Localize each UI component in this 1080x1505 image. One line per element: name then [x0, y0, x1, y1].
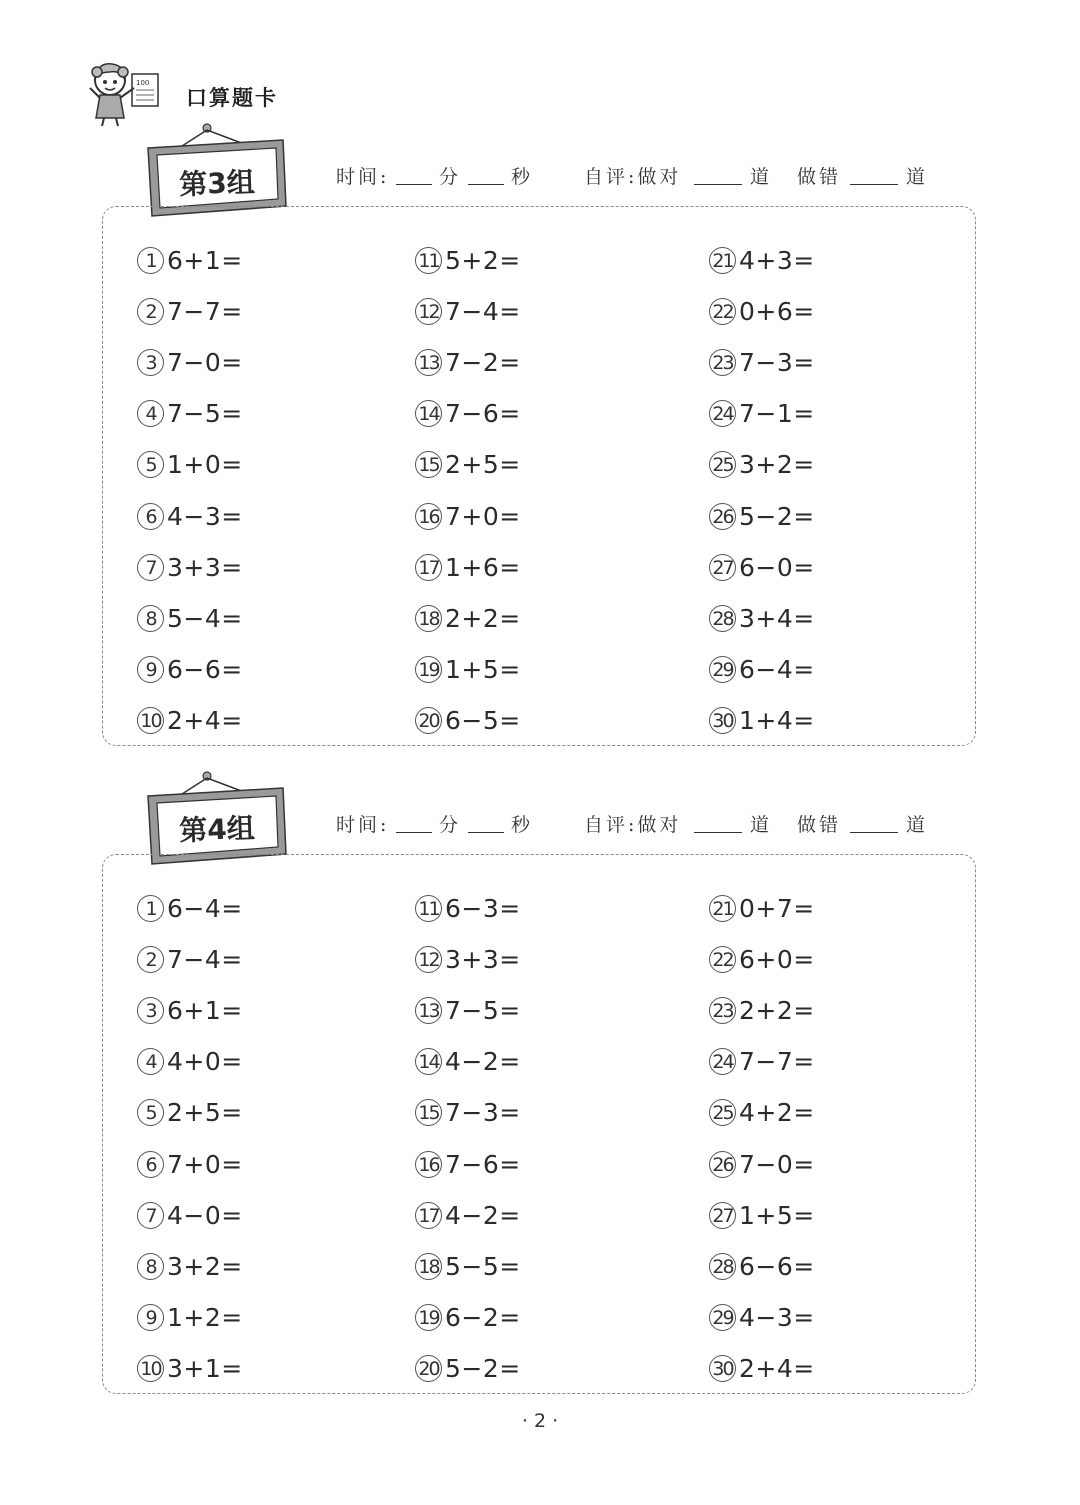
problem-expression: 4+0=: [167, 1047, 243, 1077]
time-label: 时间:: [336, 814, 390, 836]
problem-number: 7: [137, 1202, 164, 1229]
problem-expression: 3+3=: [167, 552, 243, 582]
problem-item: [137, 644, 397, 695]
correct-count-blank[interactable]: [694, 812, 742, 833]
problem-number: 8: [137, 1253, 164, 1280]
problem-number: 16: [415, 503, 442, 530]
problem-number: 20: [415, 1355, 442, 1382]
problem-column-2: [415, 883, 675, 1394]
problem-item: [709, 542, 969, 593]
group-title: 第3组: [178, 165, 256, 202]
problem-expression: 1+5=: [739, 1200, 815, 1230]
problem-expression: 2+5=: [167, 1098, 243, 1128]
problem-expression: 4−0=: [167, 1200, 243, 1230]
problem-item: [709, 235, 969, 286]
problem-expression: 7−3=: [445, 1098, 521, 1128]
problem-item: [137, 286, 397, 337]
problem-number: 3: [137, 997, 164, 1024]
problem-item: [415, 695, 675, 746]
problem-expression: 1+0=: [167, 450, 243, 480]
problem-item: [137, 1138, 397, 1189]
problem-number: 30: [709, 707, 736, 734]
problem-item: [415, 490, 675, 541]
problem-expression: 6+0=: [739, 945, 815, 975]
problem-item: [709, 1292, 969, 1343]
problem-number: 25: [709, 1099, 736, 1126]
problem-expression: 5−5=: [445, 1251, 521, 1281]
problem-item: [709, 337, 969, 388]
problem-expression: 2+5=: [445, 450, 521, 480]
problem-item: [709, 1241, 969, 1292]
problem-item: [709, 883, 969, 934]
problem-item: [709, 593, 969, 644]
problem-expression: 3+4=: [739, 603, 815, 633]
problem-number: 17: [415, 554, 442, 581]
problem-expression: 5+2=: [445, 246, 521, 276]
problem-expression: 5−2=: [445, 1353, 521, 1383]
problem-item: [137, 985, 397, 1036]
problem-item: [709, 1087, 969, 1138]
problem-expression: 7−6=: [445, 399, 521, 429]
problem-number: 28: [709, 605, 736, 632]
problem-number: 27: [709, 554, 736, 581]
problem-number: 13: [415, 349, 442, 376]
problem-number: 18: [415, 1253, 442, 1280]
problem-expression: 6+1=: [167, 246, 243, 276]
problem-item: [709, 1036, 969, 1087]
problem-item: [415, 1087, 675, 1138]
page-title: 口算题卡: [186, 86, 278, 110]
problem-item: [415, 1138, 675, 1189]
problem-item: [709, 985, 969, 1036]
problem-number: 21: [709, 895, 736, 922]
problem-expression: 2+4=: [167, 705, 243, 735]
problem-item: [415, 1343, 675, 1394]
problem-number: 17: [415, 1202, 442, 1229]
problem-item: [709, 1343, 969, 1394]
problem-number: 6: [137, 1151, 164, 1178]
problem-item: [709, 1138, 969, 1189]
problem-item: [137, 337, 397, 388]
minutes-blank[interactable]: [396, 812, 432, 833]
problem-expression: 7−7=: [167, 297, 243, 327]
problem-expression: 6−0=: [739, 552, 815, 582]
problem-number: 12: [415, 298, 442, 325]
problem-number: 23: [709, 349, 736, 376]
problem-item: [709, 934, 969, 985]
problem-number: 9: [137, 656, 164, 683]
problem-expression: 1+2=: [167, 1302, 243, 1332]
problem-number: 19: [415, 656, 442, 683]
problem-number: 24: [709, 400, 736, 427]
problem-expression: 3+2=: [739, 450, 815, 480]
page-number: · 2 ·: [521, 1410, 559, 1432]
problem-number: 28: [709, 1253, 736, 1280]
problem-expression: 6−6=: [739, 1251, 815, 1281]
problem-item: [137, 695, 397, 746]
problem-number: 30: [709, 1355, 736, 1382]
girl-mascot-icon: [86, 58, 166, 130]
problem-number: 15: [415, 451, 442, 478]
problem-box: [102, 854, 976, 1394]
problem-expression: 7−3=: [739, 348, 815, 378]
problem-expression: 6−2=: [445, 1302, 521, 1332]
problem-expression: 6−4=: [739, 654, 815, 684]
problem-item: [415, 388, 675, 439]
problem-expression: 2+4=: [739, 1353, 815, 1383]
score-line: [336, 810, 956, 840]
problem-column-2: [415, 235, 675, 746]
problem-item: [415, 286, 675, 337]
wrong-count-blank[interactable]: [850, 812, 898, 833]
second-label: 秒: [511, 166, 534, 188]
problem-expression: 3+2=: [167, 1251, 243, 1281]
problem-number: 2: [137, 298, 164, 325]
problem-expression: 5−2=: [739, 501, 815, 531]
problem-number: 6: [137, 503, 164, 530]
self-eval-label: 自评:做对: [584, 166, 682, 188]
problem-expression: 1+5=: [445, 654, 521, 684]
problem-expression: 7−1=: [739, 399, 815, 429]
problem-expression: 3+1=: [167, 1353, 243, 1383]
problem-expression: 2+2=: [739, 996, 815, 1026]
problem-expression: 4−2=: [445, 1047, 521, 1077]
problem-item: [415, 337, 675, 388]
problem-item: [137, 593, 397, 644]
problem-number: 14: [415, 400, 442, 427]
time-label: 时间:: [336, 166, 390, 188]
problem-expression: 4+3=: [739, 246, 815, 276]
problem-item: [709, 695, 969, 746]
problem-item: [137, 1036, 397, 1087]
problem-expression: 0+6=: [739, 297, 815, 327]
problem-number: 14: [415, 1048, 442, 1075]
problem-number: 5: [137, 451, 164, 478]
second-label: 秒: [511, 814, 534, 836]
problem-expression: 7−2=: [445, 348, 521, 378]
correct-count-blank[interactable]: [694, 164, 742, 185]
problem-number: 18: [415, 605, 442, 632]
problem-item: [415, 985, 675, 1036]
problem-number: 26: [709, 503, 736, 530]
problem-item: [415, 883, 675, 934]
minute-label: 分: [439, 814, 462, 836]
problem-number: 3: [137, 349, 164, 376]
problem-number: 29: [709, 656, 736, 683]
problem-expression: 7+0=: [445, 501, 521, 531]
problem-item: [137, 490, 397, 541]
minute-label: 分: [439, 166, 462, 188]
problem-column-1: [137, 883, 397, 1394]
problem-item: [415, 934, 675, 985]
problem-expression: 7−4=: [445, 297, 521, 327]
problem-expression: 0+7=: [739, 894, 815, 924]
problem-expression: 7+0=: [167, 1149, 243, 1179]
problem-item: [415, 593, 675, 644]
problem-expression: 6+1=: [167, 996, 243, 1026]
problem-expression: 7−4=: [167, 945, 243, 975]
score-line: [336, 162, 956, 192]
group-title-sign: [146, 122, 288, 202]
problem-expression: 6−6=: [167, 654, 243, 684]
self-eval-label: 自评:做对: [584, 814, 682, 836]
problem-number: 25: [709, 451, 736, 478]
problem-expression: 7−7=: [739, 1047, 815, 1077]
wrong-unit-label: 道: [906, 814, 929, 836]
group-title-sign: [146, 770, 288, 850]
problem-expression: 4−3=: [739, 1302, 815, 1332]
problem-expression: 2+2=: [445, 603, 521, 633]
problem-item: [137, 1190, 397, 1241]
wrong-count-blank[interactable]: [850, 164, 898, 185]
group-title: 第4组: [178, 811, 256, 848]
problem-number: 13: [415, 997, 442, 1024]
problem-expression: 7−5=: [167, 399, 243, 429]
problem-item: [137, 235, 397, 286]
problem-item: [415, 235, 675, 286]
problem-item: [709, 439, 969, 490]
problem-item: [137, 1292, 397, 1343]
problem-number: 19: [415, 1304, 442, 1331]
problem-number: 26: [709, 1151, 736, 1178]
problem-number: 27: [709, 1202, 736, 1229]
problem-item: [137, 883, 397, 934]
problem-item: [709, 388, 969, 439]
problem-item: [709, 286, 969, 337]
problem-number: 11: [415, 247, 442, 274]
problem-item: [415, 1190, 675, 1241]
problem-number: 11: [415, 895, 442, 922]
seconds-blank[interactable]: [468, 812, 504, 833]
problem-item: [137, 388, 397, 439]
problem-number: 24: [709, 1048, 736, 1075]
problem-number: 7: [137, 554, 164, 581]
problem-item: [137, 1343, 397, 1394]
problem-expression: 5−4=: [167, 603, 243, 633]
problem-column-1: [137, 235, 397, 746]
problem-item: [137, 1241, 397, 1292]
problem-item: [709, 1190, 969, 1241]
problem-expression: 7−6=: [445, 1149, 521, 1179]
problem-number: 22: [709, 946, 736, 973]
problem-number: 23: [709, 997, 736, 1024]
problem-expression: 7−5=: [445, 996, 521, 1026]
problem-expression: 1+6=: [445, 552, 521, 582]
problem-item: [415, 1241, 675, 1292]
correct-unit-label: 道: [750, 814, 773, 836]
problem-expression: 7−0=: [167, 348, 243, 378]
problem-column-3: [709, 883, 969, 1394]
problem-number: 29: [709, 1304, 736, 1331]
problem-number: 4: [137, 400, 164, 427]
problem-number: 9: [137, 1304, 164, 1331]
problem-expression: 4+2=: [739, 1098, 815, 1128]
problem-expression: 3+3=: [445, 945, 521, 975]
problem-expression: 1+4=: [739, 705, 815, 735]
seconds-blank[interactable]: [468, 164, 504, 185]
problem-item: [137, 1087, 397, 1138]
problem-expression: 6−5=: [445, 705, 521, 735]
problem-box: [102, 206, 976, 746]
problem-item: [415, 439, 675, 490]
correct-unit-label: 道: [750, 166, 773, 188]
problem-number: 2: [137, 946, 164, 973]
problem-expression: 4−3=: [167, 501, 243, 531]
problem-expression: 7−0=: [739, 1149, 815, 1179]
problem-number: 4: [137, 1048, 164, 1075]
mascot-sheet-text: 100: [136, 79, 150, 87]
problem-item: [137, 439, 397, 490]
problem-number: 21: [709, 247, 736, 274]
problem-number: 8: [137, 605, 164, 632]
problem-number: 20: [415, 707, 442, 734]
minutes-blank[interactable]: [396, 164, 432, 185]
page-header: [86, 58, 386, 130]
problem-number: 10: [137, 707, 164, 734]
problem-expression: 4−2=: [445, 1200, 521, 1230]
problem-item: [415, 542, 675, 593]
problem-item: [137, 542, 397, 593]
problem-item: [709, 490, 969, 541]
problem-number: 1: [137, 895, 164, 922]
problem-number: 16: [415, 1151, 442, 1178]
problem-item: [415, 644, 675, 695]
problem-item: [415, 1292, 675, 1343]
problem-number: 15: [415, 1099, 442, 1126]
problem-number: 5: [137, 1099, 164, 1126]
problem-expression: 6−4=: [167, 894, 243, 924]
problem-item: [415, 1036, 675, 1087]
problem-column-3: [709, 235, 969, 746]
wrong-label: 做错: [797, 166, 842, 188]
problem-item: [709, 644, 969, 695]
problem-item: [137, 934, 397, 985]
wrong-label: 做错: [797, 814, 842, 836]
problem-number: 10: [137, 1355, 164, 1382]
problem-number: 12: [415, 946, 442, 973]
problem-number: 1: [137, 247, 164, 274]
wrong-unit-label: 道: [906, 166, 929, 188]
problem-number: 22: [709, 298, 736, 325]
problem-expression: 6−3=: [445, 894, 521, 924]
